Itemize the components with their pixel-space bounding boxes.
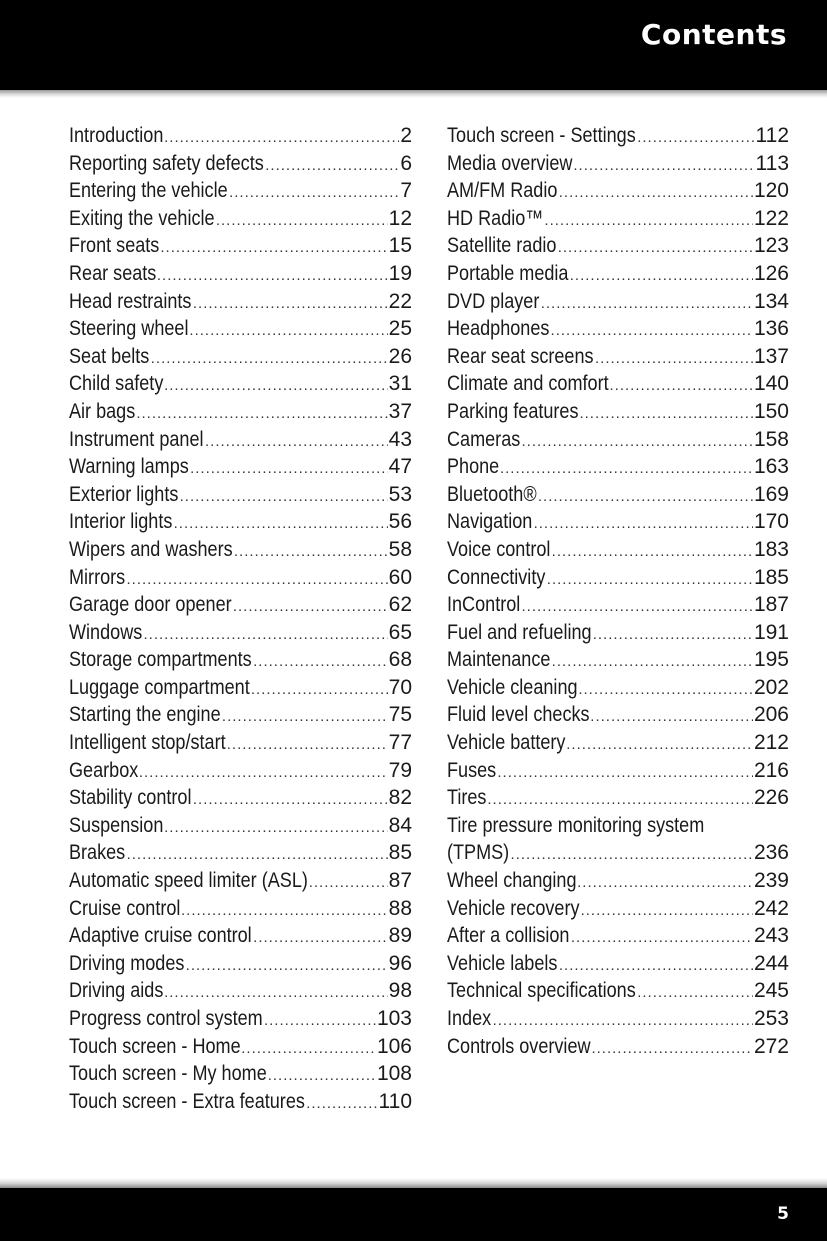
toc-entry[interactable] [69,508,412,536]
header-divider [0,90,827,98]
dot-leader [309,869,388,897]
toc-entry[interactable] [69,619,412,647]
toc-entry-page: 26 [388,344,412,368]
toc-entry-label: Stability control [69,786,192,810]
toc-entry[interactable] [69,867,412,895]
dot-leader [595,345,753,373]
toc-entry-page: 206 [753,703,789,727]
dot-leader [610,372,753,400]
toc-entry-page: 2 [400,124,412,147]
toc-entry[interactable] [447,950,789,978]
toc-entry-page: 12 [388,206,412,230]
toc-entry[interactable] [69,1088,412,1116]
dot-leader [590,703,753,731]
toc-entry-page: 103 [376,1007,412,1030]
toc-entry-label: Voice control [447,537,551,561]
dot-leader [559,952,753,980]
dot-leader [547,566,753,594]
dot-leader [151,345,388,373]
toc-entry[interactable] [447,288,789,316]
dot-leader [538,483,753,511]
toc-entry-page: 75 [388,703,412,727]
toc-entry[interactable] [69,315,412,343]
toc-entry-label: Vehicle cleaning [447,675,578,699]
toc-entry-label: Wheel changing [447,869,577,893]
toc-entry-page: 98 [388,979,412,1003]
toc-entry-page: 126 [753,261,789,285]
toc-entry[interactable] [447,260,789,288]
toc-entry-page: 137 [753,344,789,368]
dot-leader [216,207,388,235]
dot-leader [637,124,754,152]
toc-entry-page: 79 [388,758,412,782]
toc-entry-label: Fuses [447,758,497,782]
toc-entry-page: 216 [753,758,789,782]
toc-entry-label: Exiting the vehicle [69,206,215,230]
toc-entry-label: Navigation [447,510,533,534]
toc-entry-page: 187 [753,593,789,617]
toc-entry-label: Automatic speed limiter (ASL) [69,869,308,893]
toc-entry-label: Luggage compartment [69,675,250,699]
toc-entry-label: Touch screen - Extra features [69,1089,305,1113]
dot-leader [127,841,388,869]
toc-entry-label: Vehicle battery [447,731,566,755]
toc-entry-label: Rear seat screens [447,344,594,368]
toc-entry[interactable] [69,481,412,509]
toc-entry-label: Steering wheel [69,317,189,341]
toc-entry-label: Suspension [69,813,164,837]
toc-entry-page: 113 [755,151,789,175]
toc-entry-label: Intelligent stop/start [69,731,226,755]
toc-entry-page: 68 [388,648,412,672]
dot-leader [264,1007,376,1035]
dot-leader [521,428,752,456]
toc-entry-page: 53 [388,482,412,506]
toc-entry-label: Mirrors [69,565,126,589]
toc-entry[interactable] [69,260,412,288]
toc-entry-page: 6 [400,151,412,175]
toc-entry-page: 96 [388,951,412,975]
dot-leader [487,786,753,814]
toc-entry-page: 245 [753,979,789,1003]
toc-entry-page: 19 [388,261,412,285]
toc-entry-page: 183 [753,537,789,561]
toc-entry[interactable] [69,895,412,923]
toc-entry-label: Starting the engine [69,703,221,727]
dot-leader [559,179,753,207]
toc-entry-label: InControl [447,593,521,617]
toc-entry-page: 87 [388,869,412,893]
toc-entry-page: 108 [376,1062,412,1086]
toc-entry[interactable] [69,839,412,867]
dot-leader [552,648,753,676]
toc-entry-label: Climate and comfort [447,372,609,396]
toc-entry[interactable] [447,922,789,950]
toc-entry-page: 185 [753,565,789,589]
toc-entry[interactable] [447,315,789,343]
dot-leader [180,483,388,511]
dot-leader [558,234,753,262]
toc-entry[interactable] [447,591,789,619]
toc-entry[interactable] [447,453,789,481]
toc-entry-page: 25 [388,317,412,341]
toc-entry-page: 65 [388,620,412,644]
dot-leader [189,317,387,345]
toc-entry[interactable] [69,1033,412,1061]
dot-leader [205,428,388,456]
toc-entry[interactable] [69,122,412,150]
toc-entry-label: Gearbox [69,758,139,782]
toc-entry[interactable] [447,122,789,150]
toc-entry-label: Wipers and washers [69,537,233,561]
toc-entry-continued[interactable] [447,839,789,867]
toc-entry-label: Tires [447,786,487,810]
toc-entry-label: Headphones [447,317,550,341]
dot-leader [253,648,388,676]
toc-entry-label: HD Radio™ [447,206,544,230]
toc-entry-page: 37 [388,399,412,423]
toc-entry[interactable] [69,674,412,702]
toc-entry[interactable] [69,591,412,619]
dot-leader [253,924,387,952]
toc-entry[interactable] [69,205,412,233]
toc-entry[interactable] [69,729,412,757]
dot-leader [534,510,753,538]
toc-entry[interactable] [447,867,789,895]
toc-entry-label: Controls overview [447,1034,591,1058]
toc-entry-page: 140 [753,372,789,396]
toc-entry-label: Vehicle recovery [447,896,580,920]
toc-entry-page: 106 [376,1034,412,1058]
toc-entry[interactable] [69,922,412,950]
toc-entry-label: Adaptive cruise control [69,924,252,948]
toc-entry-page: 134 [753,289,789,313]
toc-entry-label: Satellite radio [447,234,557,258]
toc-entry-label: Media overview [447,151,573,175]
toc-entry[interactable] [69,950,412,978]
page-number: 5 [777,1204,789,1224]
toc-entry[interactable] [447,784,789,812]
toc-entry-page: 43 [388,427,412,451]
toc-entry-page: 58 [388,537,412,561]
toc-entry[interactable] [447,150,789,178]
dot-leader [522,593,753,621]
toc-entry-page: 60 [388,565,412,589]
toc-entry[interactable] [69,784,412,812]
dot-leader [234,538,388,566]
toc-entry[interactable] [69,536,412,564]
toc-column-right [447,122,789,1060]
toc-entry-label: Touch screen - Home [69,1034,241,1058]
dot-leader [570,262,753,290]
toc-entry[interactable] [447,646,789,674]
toc-entry[interactable] [69,370,412,398]
dot-leader [566,731,753,759]
dot-leader [164,372,388,400]
toc-entry[interactable] [69,757,412,785]
toc-entry[interactable] [69,977,412,1005]
toc-entry-label: Touch screen - My home [69,1062,267,1086]
toc-entry-label: Instrument panel [69,427,204,451]
dot-leader [251,676,388,704]
dot-leader [511,841,753,869]
dot-leader [193,290,388,318]
toc-entry[interactable] [69,232,412,260]
toc-entry-label: Air bags [69,399,136,423]
toc-entry[interactable] [447,895,789,923]
toc-entry[interactable] [447,977,789,1005]
toc-entry-page: 236 [753,841,789,865]
dot-leader [229,179,399,207]
toc-entry-label: Cameras [447,427,521,451]
toc-entry-page: 150 [753,399,789,423]
toc-column-left [69,122,412,1115]
toc-entry-page: 84 [388,813,412,837]
toc-entry-label: Entering the vehicle [69,179,228,203]
toc-entry[interactable] [447,536,789,564]
toc-entry-label: Seat belts [69,344,150,368]
toc-entry-page: 239 [753,869,789,893]
toc-entry[interactable] [447,370,789,398]
toc-entry-label: Progress control system [69,1007,263,1030]
footer-divider [0,1178,827,1188]
toc-entry-page: 243 [753,924,789,948]
toc-entry[interactable] [447,619,789,647]
dot-leader [593,621,753,649]
toc-entry[interactable] [447,508,789,536]
toc-entry-page: 7 [400,179,412,203]
toc-entry-label: Index [447,1007,492,1030]
toc-entry[interactable] [69,453,412,481]
dot-leader [265,152,399,180]
toc-entry[interactable] [447,1033,789,1061]
toc-entry-label: Tire pressure monitoring system [447,813,705,837]
toc-entry-label: Vehicle labels [447,951,558,975]
toc-entry-label: Bluetooth® [447,482,537,506]
dot-leader [552,538,753,566]
toc-entry[interactable] [69,398,412,426]
toc-entry-page: 62 [388,593,412,617]
toc-entry-page: 136 [753,317,789,341]
dot-leader [573,152,754,180]
toc-entry-label: Cruise control [69,896,181,920]
toc-entry-label: Storage compartments [69,648,252,672]
dot-leader [571,924,753,952]
toc-entry-label: Parking features [447,399,579,423]
dot-leader [497,759,753,787]
toc-entry-page: 22 [388,289,412,313]
dot-leader [551,317,753,345]
toc-entry-page: 120 [753,179,789,203]
toc-entry[interactable] [69,1005,412,1033]
toc-entry-label: Brakes [69,841,126,865]
toc-entry[interactable] [447,232,789,260]
dot-leader [164,814,388,842]
toc-entry-label: Child safety [69,372,164,396]
toc-entry-page: 170 [753,510,789,534]
toc-entry-label: Fluid level checks [447,703,590,727]
toc-entry-page: 169 [753,482,789,506]
toc-entry-page: 88 [388,896,412,920]
toc-entry-label: After a collision [447,924,570,948]
dot-leader [164,979,388,1007]
dot-leader [493,1007,753,1035]
toc-entry-page: 212 [753,731,789,755]
toc-entry-page: 123 [753,234,789,258]
toc-entry-label: Driving aids [69,979,164,1003]
dot-leader [190,455,388,483]
toc-entry-label: Touch screen - Settings [447,124,636,147]
toc-entry-label: Reporting safety defects [69,151,264,175]
toc-entry[interactable] [447,426,789,454]
toc-entry[interactable] [447,757,789,785]
toc-entry-page: 202 [753,675,789,699]
dot-leader [578,676,753,704]
dot-leader [268,1062,376,1090]
dot-leader [541,290,753,318]
dot-leader [222,703,388,731]
toc-entry[interactable] [69,150,412,178]
dot-leader [591,1035,753,1063]
dot-leader [139,759,388,787]
toc-entry-label: AM/FM Radio [447,179,558,203]
dot-leader [157,262,388,290]
toc-entry[interactable] [69,564,412,592]
toc-entry-label: Windows [69,620,143,644]
toc-entry-page: 242 [753,896,789,920]
dot-leader [186,952,388,980]
toc-entry-page: 191 [753,620,789,644]
toc-entry[interactable] [447,812,789,840]
toc-entry-page: 112 [755,124,789,147]
toc-entry-label-continued: (TPMS) [447,841,510,865]
toc-entry-page: 226 [753,786,789,810]
dot-leader [306,1090,377,1118]
toc-entry-page: 47 [388,455,412,479]
toc-entry[interactable] [69,646,412,674]
dot-leader [241,1035,376,1063]
dot-leader [160,234,387,262]
toc-entry-page: 244 [753,951,789,975]
toc-entry-page: 82 [388,786,412,810]
toc-entry-label: Head restraints [69,289,192,313]
header-bar [0,0,827,90]
toc-entry[interactable] [447,398,789,426]
toc-entry[interactable] [447,729,789,757]
dot-leader [577,869,753,897]
toc-entry-label: Driving modes [69,951,185,975]
dot-leader [233,593,388,621]
toc-entry[interactable] [447,564,789,592]
toc-entry[interactable] [69,343,412,371]
dot-leader [136,400,387,428]
toc-entry-page: 31 [388,372,412,396]
toc-entry[interactable] [447,481,789,509]
toc-entry[interactable] [69,1060,412,1088]
dot-leader [164,124,399,152]
toc-entry-page: 163 [753,455,789,479]
toc-entry-page: 195 [753,648,789,672]
toc-entry-label: DVD player [447,289,540,313]
toc-entry-label: Garage door opener [69,593,232,617]
toc-entry[interactable] [69,701,412,729]
toc-entry-page: 85 [388,841,412,865]
toc-entry-label: Warning lamps [69,455,189,479]
dot-leader [127,566,388,594]
dot-leader [181,897,388,925]
dot-leader [193,786,388,814]
toc-entry[interactable] [69,812,412,840]
toc-entry[interactable] [69,288,412,316]
dot-leader [143,621,387,649]
toc-entry[interactable] [69,426,412,454]
toc-entry-page: 272 [753,1034,789,1058]
toc-entry-label: Introduction [69,124,164,147]
toc-entry[interactable] [69,177,412,205]
toc-entry-page: 56 [388,510,412,534]
dot-leader [174,510,388,538]
toc-entry[interactable] [447,177,789,205]
toc-entry-label: Rear seats [69,261,157,285]
toc-entry-page: 89 [388,924,412,948]
toc-entry-label: Technical specifications [447,979,636,1003]
page-title: Contents [640,18,787,51]
toc-entry-page: 253 [753,1007,789,1030]
toc-entry-page: 15 [388,234,412,258]
dot-leader [227,731,388,759]
toc-entry-page: 70 [388,675,412,699]
dot-leader [579,400,753,428]
toc-entry-label: Interior lights [69,510,173,534]
toc-entry[interactable] [447,1005,789,1033]
dot-leader [581,897,753,925]
toc-entry-label: Exterior lights [69,482,179,506]
toc-entry[interactable] [447,701,789,729]
toc-entry-page: 158 [753,427,789,451]
footer-bar [0,1188,827,1241]
toc-entry[interactable] [447,205,789,233]
toc-entry-label: Connectivity [447,565,546,589]
dot-leader [637,979,753,1007]
toc-entry-label: Fuel and refueling [447,620,592,644]
toc-entry[interactable] [447,674,789,702]
toc-entry-label: Front seats [69,234,160,258]
toc-entry-page: 77 [388,731,412,755]
dot-leader [544,207,753,235]
toc-entry-label: Maintenance [447,648,551,672]
toc-entry[interactable] [447,343,789,371]
toc-entry-label: Phone [447,455,500,479]
toc-entry-page: 122 [753,206,789,230]
dot-leader [500,455,753,483]
toc-entry-page: 110 [378,1089,412,1113]
toc-entry-label: Portable media [447,261,569,285]
